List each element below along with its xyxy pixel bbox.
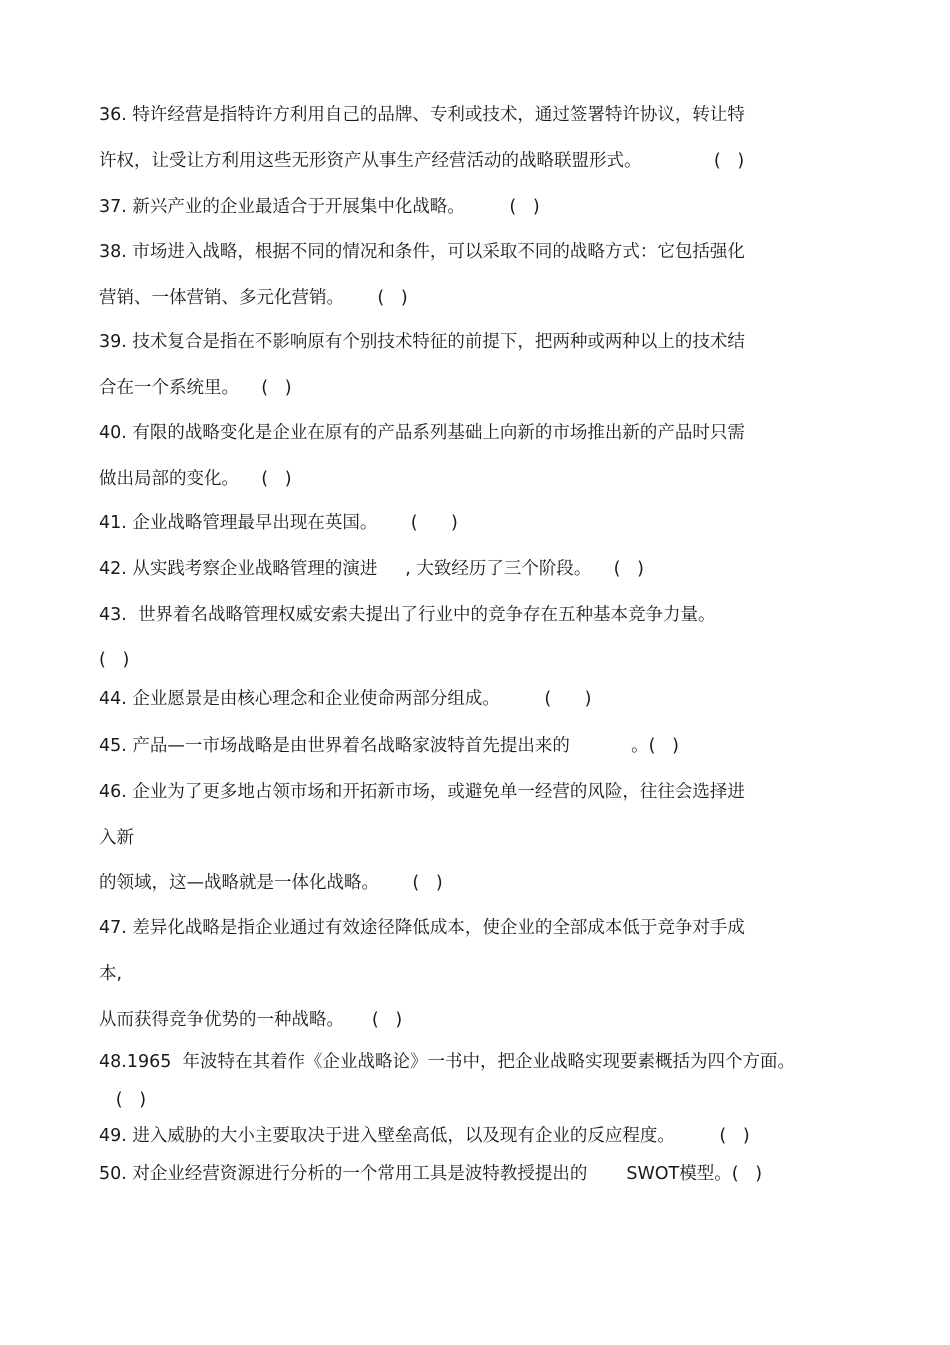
question-36-line-1: 36. 特许经营是指特许方利用自己的品牌、专利或技术，通过签署特许协议，转让特 (99, 105, 745, 125)
question-50: 50. 对企业经营资源进行分析的一个常用工具是波特教授提出的 SWOT模型。( ) (99, 1164, 763, 1184)
question-39-line-2: 合在一个系统里。 ( ) (99, 378, 292, 398)
question-40-line-1: 40. 有限的战略变化是企业在原有的产品系列基础上向新的市场推出新的产品时只需 (99, 423, 745, 443)
question-42: 42. 从实践考察企业战略管理的演进 , 大致经历了三个阶段。 ( ) (99, 559, 644, 579)
question-43-line-1: 43. 世界着名战略管理权威安索夫提出了行业中的竞争存在五种基本竞争力量。 (99, 605, 716, 625)
question-37: 37. 新兴产业的企业最适合于开展集中化战略。 ( ) (99, 197, 540, 217)
question-41: 41. 企业战略管理最早出现在英国。 ( ) (99, 513, 458, 533)
question-38-line-2: 营销、一体营销、多元化营销。 ( ) (99, 288, 408, 308)
question-48-line-1: 48.1965 年波特在其着作《企业战略论》一书中，把企业战略实现要素概括为四个方面。 (99, 1052, 795, 1072)
question-49: 49. 进入威胁的大小主要取决于进入壁垒高低，以及现有企业的反应程度。 ( ) (99, 1126, 750, 1146)
question-46-line-2: 入新 (99, 828, 134, 848)
question-48-line-2: ( ) (99, 1090, 147, 1110)
question-47-line-3: 从而获得竞争优势的一种战略。 ( ) (99, 1010, 403, 1030)
question-47-line-1: 47. 差异化战略是指企业通过有效途径降低成本，使企业的全部成本低于竞争对手成 (99, 918, 745, 938)
question-46-line-3: 的领域，这—战略就是一体化战略。 ( ) (99, 873, 443, 893)
question-36-line-2: 许权，让受让方利用这些无形资产从事生产经营活动的战略联盟形式。 ( ) (99, 151, 745, 171)
question-43-line-2: ( ) (99, 650, 130, 670)
question-46-line-1: 46. 企业为了更多地占领市场和开拓新市场，或避免单一经营的风险，往往会选择进 (99, 782, 745, 802)
question-39-line-1: 39. 技术复合是指在不影响原有个别技术特征的前提下，把两种或两种以上的技术结 (99, 332, 745, 352)
question-40-line-2: 做出局部的变化。 ( ) (99, 469, 292, 489)
question-47-line-2: 本, (99, 964, 123, 984)
question-44: 44. 企业愿景是由核心理念和企业使命两部分组成。 ( ) (99, 689, 592, 709)
question-38-line-1: 38. 市场进入战略，根据不同的情况和条件，可以采取不同的战略方式：它包括强化 (99, 242, 745, 262)
question-45: 45. 产品—一市场战略是由世界着名战略家波特首先提出来的 。( ) (99, 736, 679, 756)
